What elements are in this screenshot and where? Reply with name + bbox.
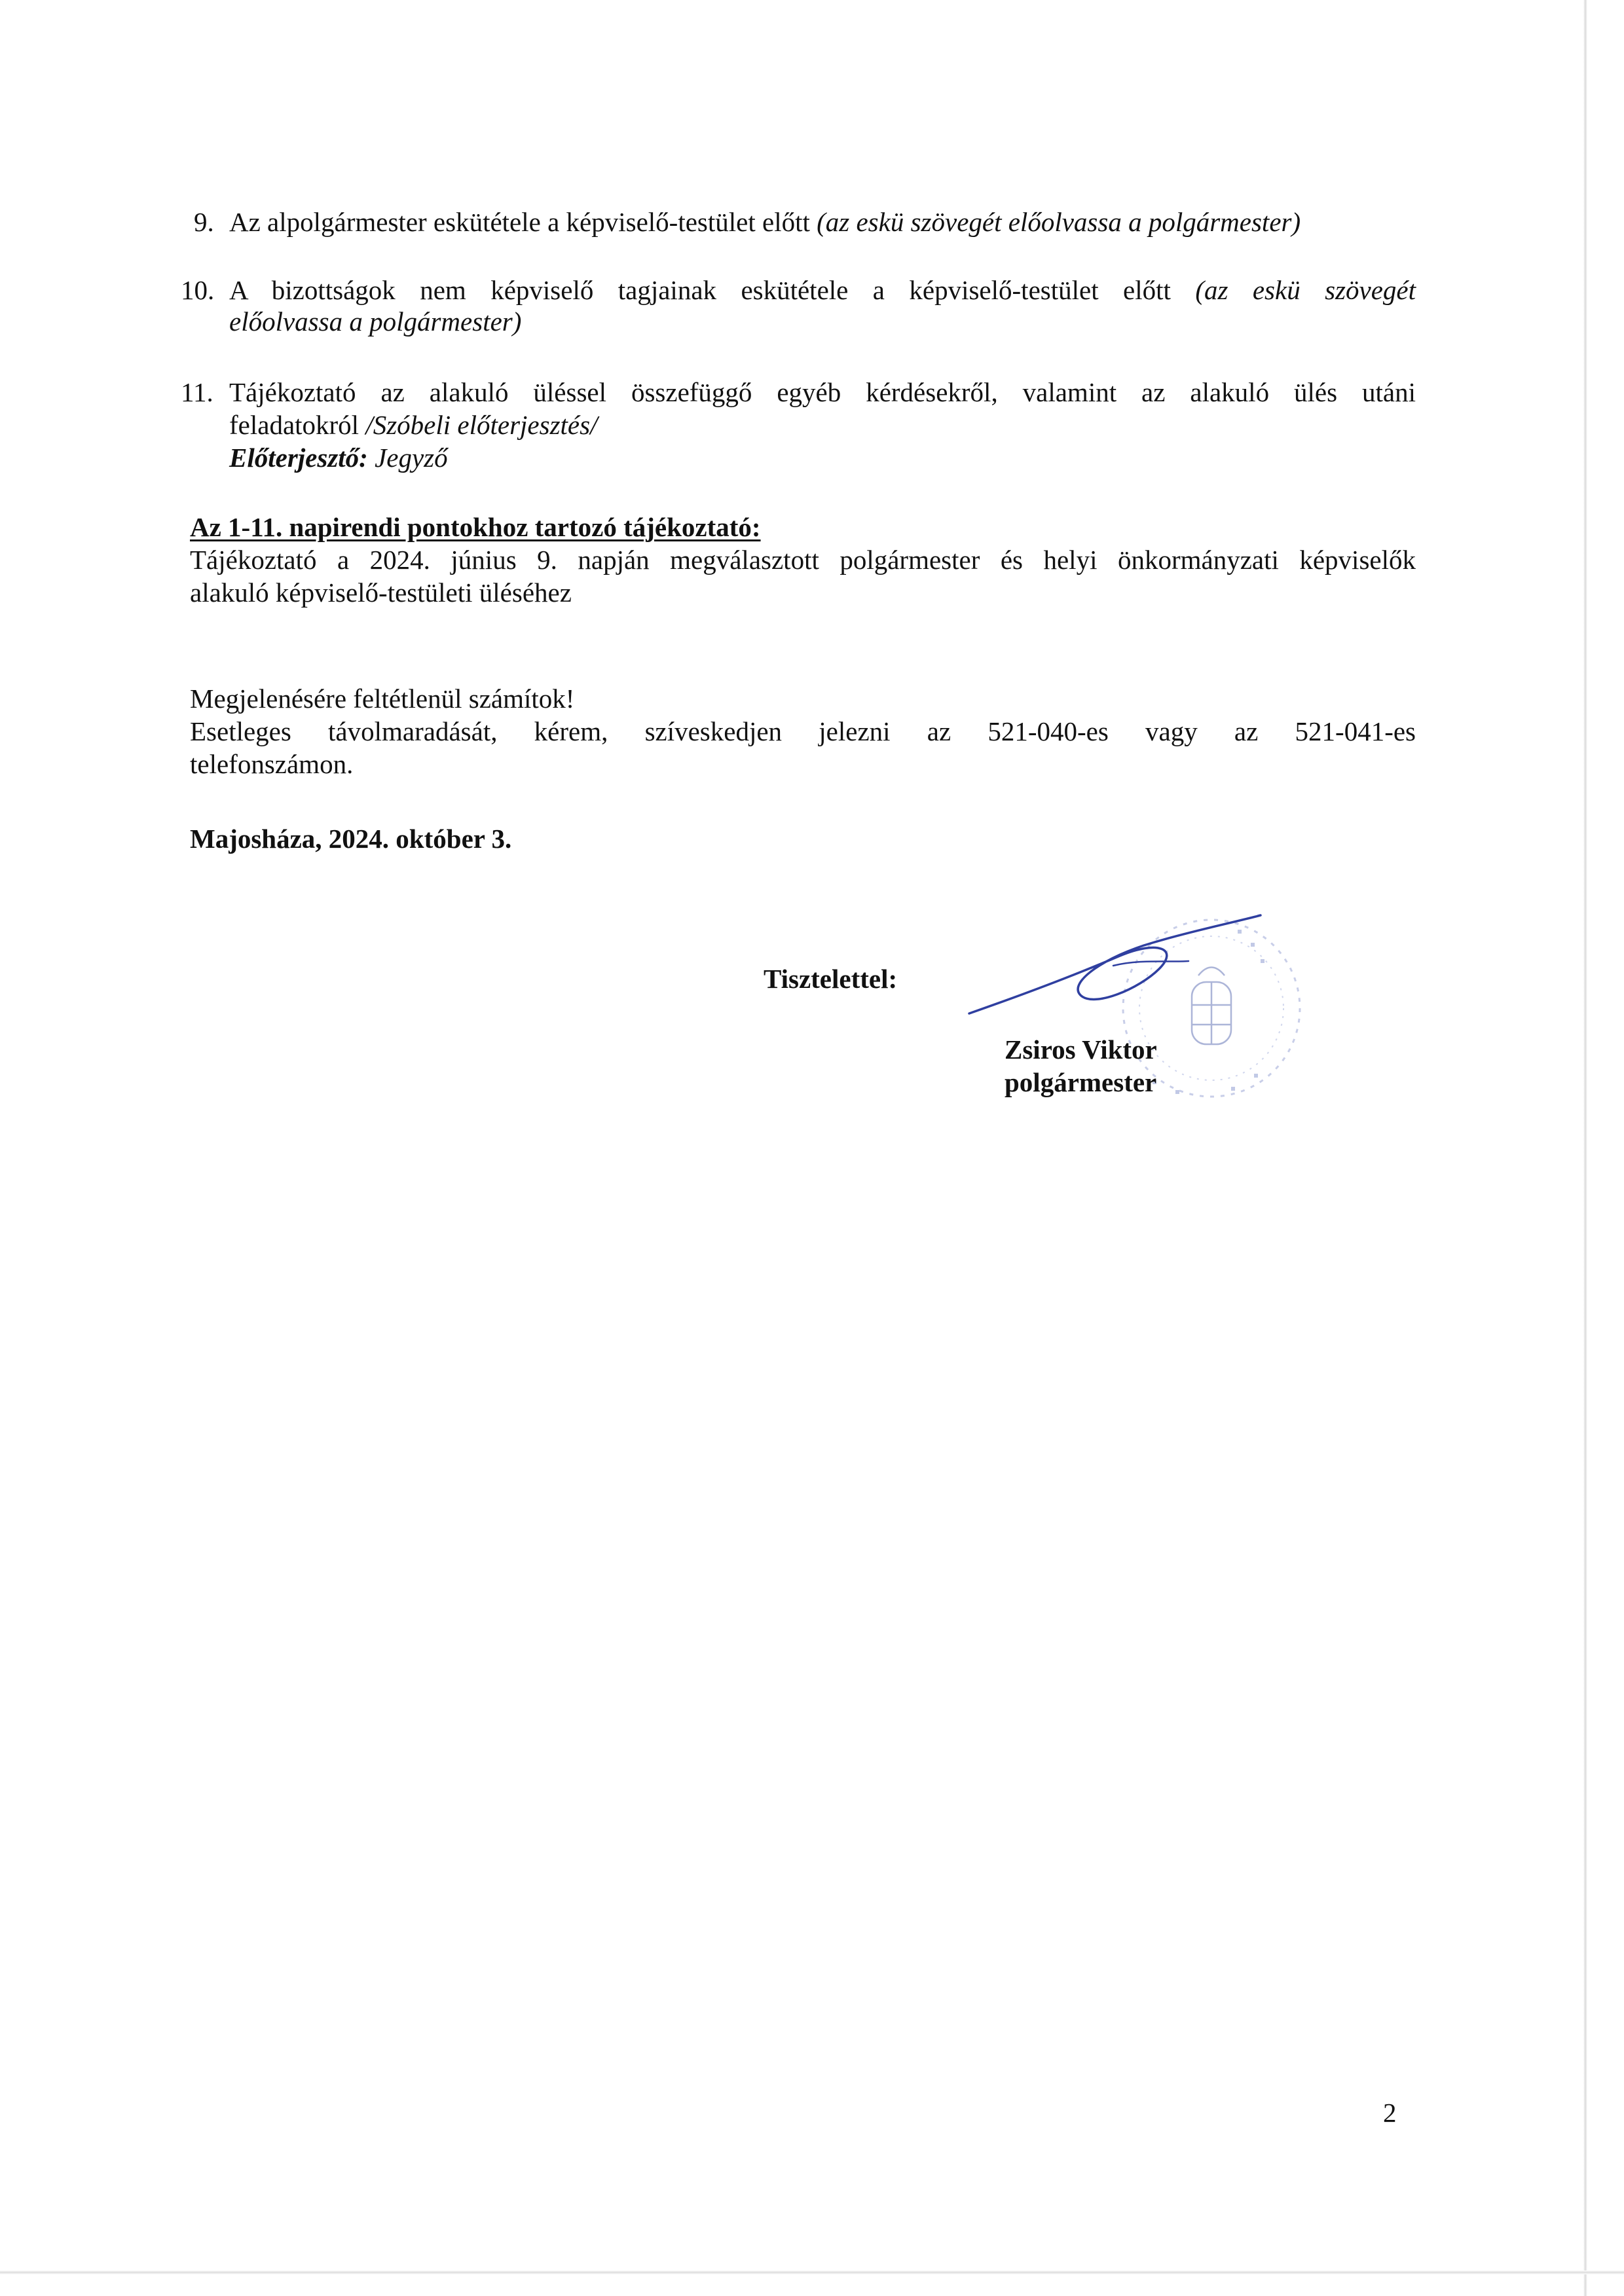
info-line-1: Tájékoztató a 2024. június 9. napján megválasztott polgármester és helyi önkormányzati képviselők xyxy=(190,545,1416,575)
scan-edge-bottom xyxy=(0,2270,1624,2274)
info-heading: Az 1-11. napirendi pontokhoz tartozó tájékoztató: xyxy=(190,512,761,542)
agenda-item-10-note-start: (az eskü szövegét xyxy=(1195,275,1416,305)
agenda-item-10-line1 xyxy=(229,274,1416,306)
agenda-item-9-note: (az eskü szövegét előolvassa a polgármester) xyxy=(817,207,1301,237)
agenda-item-9-title: Az alpolgármester eskütétele a képviselő-testület előtt xyxy=(229,207,810,237)
closing-line-2: Esetleges távolmaradását, kérem, szíveskedjen jelezni az 521-040-es vagy az 521-041-es xyxy=(190,716,1416,746)
presenter-value: Jegyző xyxy=(375,443,448,473)
closing-line-3: telefonszámon. xyxy=(190,749,354,779)
scan-edge-right xyxy=(1583,0,1587,2296)
signatory-title: polgármester xyxy=(1005,1067,1157,1097)
agenda-item-10-title: A bizottságok nem képviselő tagjainak eskütétele a képviselő-testület előtt xyxy=(229,275,1171,305)
agenda-item-11-number: 11. xyxy=(181,377,213,407)
agenda-item-11-line1: Tájékoztató az alakuló üléssel összefüggő egyéb kérdésekről, valamint az alakuló ülés utáni xyxy=(229,377,1416,407)
presenter-label: Előterjesztő: xyxy=(229,443,368,473)
agenda-item-9-text xyxy=(229,206,1301,238)
regards: Tisztelettel: xyxy=(764,964,898,994)
closing-line-1: Megjelenésére feltétlenül számítok! xyxy=(190,683,575,714)
signature-icon xyxy=(963,903,1264,1034)
agenda-item-10-number: 10. xyxy=(181,275,215,305)
agenda-item-9-number: 9. xyxy=(194,207,214,237)
agenda-item-11-presenter xyxy=(229,441,448,474)
agenda-item-11-line2 xyxy=(229,409,597,441)
agenda-item-11-line2-text: feladatokról xyxy=(229,410,360,440)
agenda-item-10-note-end: előolvassa a polgármester) xyxy=(229,306,522,337)
page-number: 2 xyxy=(1383,2098,1397,2128)
place-and-date: Majosháza, 2024. október 3. xyxy=(190,824,512,854)
agenda-item-11-submission-type: /Szóbeli előterjesztés/ xyxy=(365,410,598,440)
signatory-name: Zsiros Viktor xyxy=(1005,1034,1157,1065)
info-line-2: alakuló képviselő-testületi üléséhez xyxy=(190,577,572,608)
